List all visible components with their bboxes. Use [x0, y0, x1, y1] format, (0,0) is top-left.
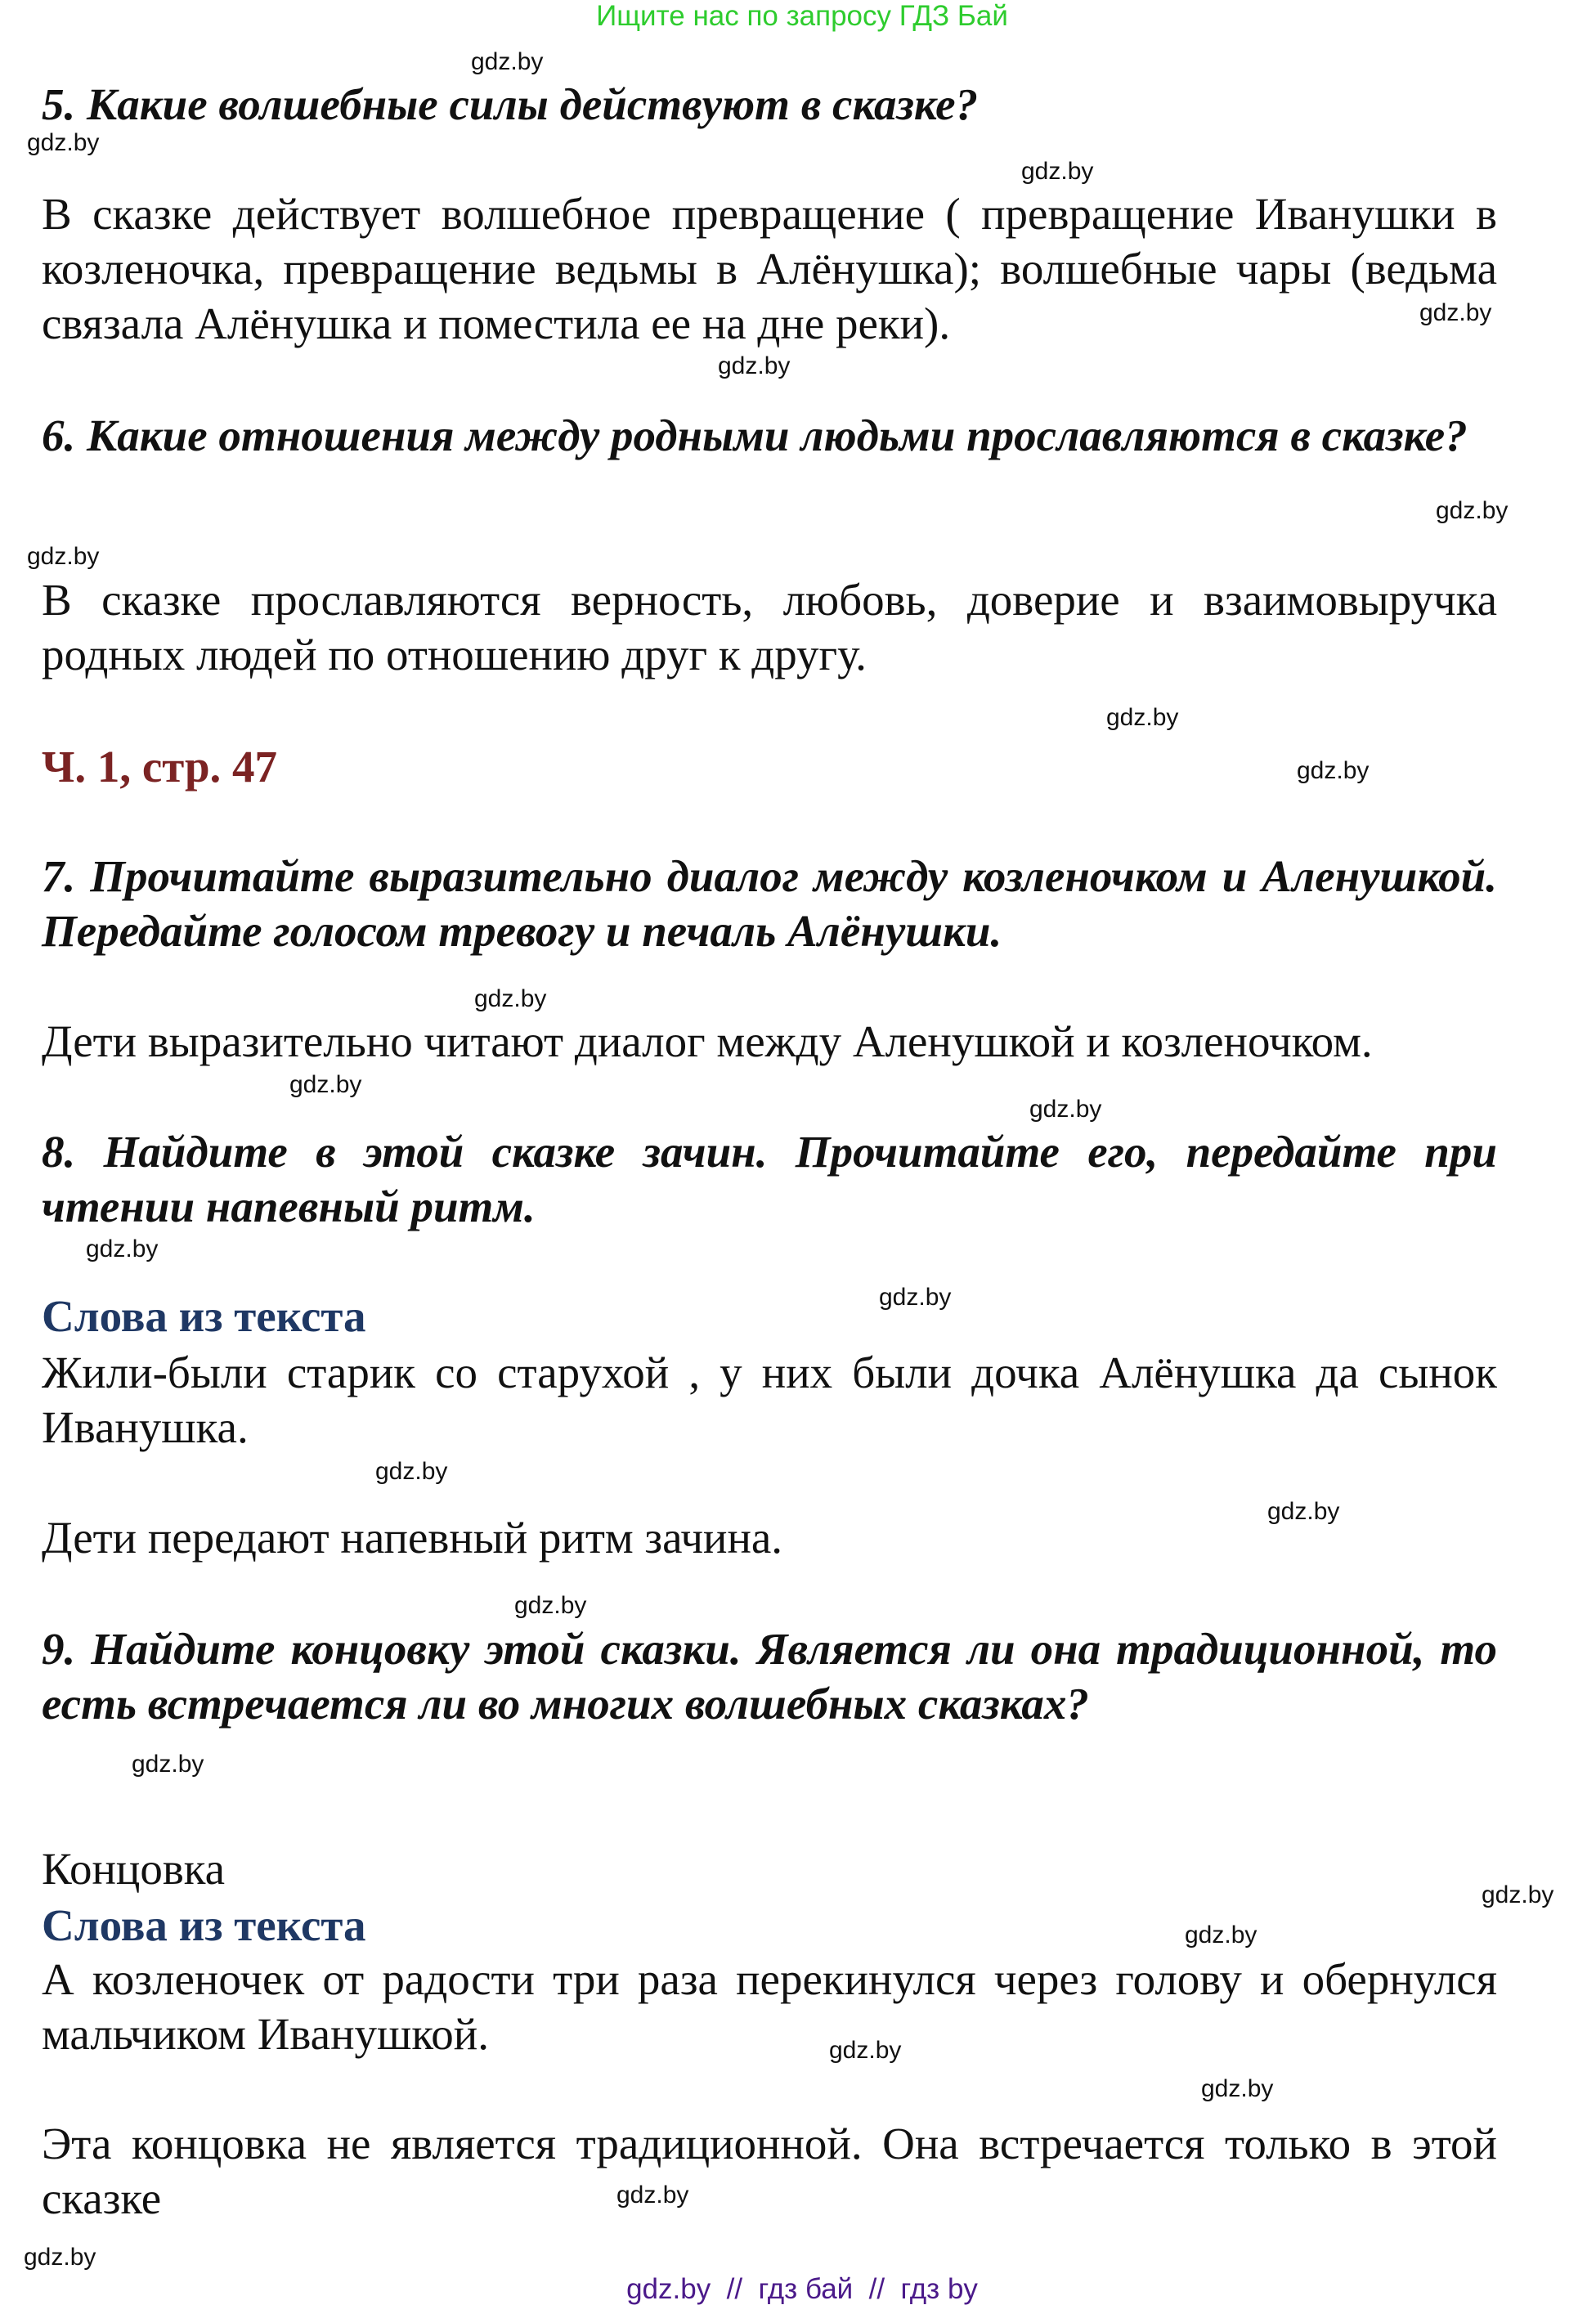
watermark: gdz.by	[132, 1751, 204, 1778]
watermark: gdz.by	[1185, 1922, 1258, 1948]
watermark: gdz.by	[375, 1458, 448, 1485]
watermark: gdz.by	[616, 2182, 689, 2209]
watermark: gdz.by	[1021, 158, 1094, 185]
question-5: 5. Какие волшебные силы действуют в сказке?	[42, 79, 979, 129]
watermark: gdz.by	[86, 1235, 159, 1262]
watermark: gdz.by	[1106, 704, 1179, 731]
answer-9: Эта концовка не является традиционной. Она встречается только в этой сказке	[42, 2119, 1497, 2223]
answer-5: В сказке действует волшебное превращение ( превращение Иванушки в козленочка, превращение ведьмы в Алёнушка); волшебные чары (ведьма связала Алёнушка и поместила ее на дне реки).	[42, 189, 1497, 348]
footer-links: gdz.by // гдз бай // гдз by	[626, 2273, 978, 2305]
answer-7: Дети выразительно читают диалог между Аленушкой и козленочком.	[42, 1016, 1373, 1066]
section-heading: Ч. 1, стр. 47	[42, 742, 278, 792]
watermark: gdz.by	[474, 985, 547, 1012]
watermark: gdz.by	[27, 129, 100, 156]
watermark: gdz.by	[1201, 2075, 1274, 2102]
watermark: gdz.by	[1436, 497, 1509, 524]
watermark: gdz.by	[829, 2037, 902, 2064]
ending-label-9: Концовка	[42, 1844, 226, 1894]
quote-label-8: Слова из текста	[42, 1291, 366, 1341]
quote-9: А козленочек от радости три раза перекинулся через голову и обернулся мальчиком Иванушкой.	[42, 1954, 1497, 2059]
watermark: gdz.by	[879, 1284, 952, 1311]
watermark: gdz.by	[289, 1071, 362, 1098]
watermark: gdz.by	[27, 543, 100, 570]
question-8: 8. Найдите в этой сказке зачин. Прочитайте его, передайте при чтении напевный ритм.	[42, 1127, 1497, 1231]
watermark: gdz.by	[1297, 757, 1370, 784]
question-7: 7. Прочитайте выразительно диалог между козленочком и Аленушкой. Передайте голосом тревогу и печаль Алёнушки.	[42, 851, 1497, 956]
search-banner: Ищите нас по запросу ГДЗ Бай	[596, 0, 1008, 32]
watermark: gdz.by	[1482, 1881, 1554, 1908]
watermark: gdz.by	[1267, 1498, 1340, 1525]
watermark: gdz.by	[514, 1592, 587, 1619]
watermark: gdz.by	[718, 352, 791, 379]
answer-6: В сказке прославляются верность, любовь, доверие и взаимовыручка родных людей по отношению друг к другу.	[42, 575, 1497, 679]
watermark: gdz.by	[1029, 1096, 1102, 1123]
watermark: gdz.by	[1419, 299, 1492, 326]
watermark: gdz.by	[24, 2244, 96, 2271]
quote-label-9: Слова из текста	[42, 1900, 366, 1950]
answer-8: Дети передают напевный ритм зачина.	[42, 1513, 783, 1563]
quote-8: Жили-были старик со старухой , у них были дочка Алёнушка да сынок Иванушка.	[42, 1348, 1497, 1452]
question-6: 6. Какие отношения между родными людьми прославляются в сказке?	[42, 410, 1468, 460]
watermark: gdz.by	[471, 48, 544, 75]
question-9: 9. Найдите концовку этой сказки. Является ли она традиционной, то есть встречается ли во многих волшебных сказках?	[42, 1624, 1497, 1729]
